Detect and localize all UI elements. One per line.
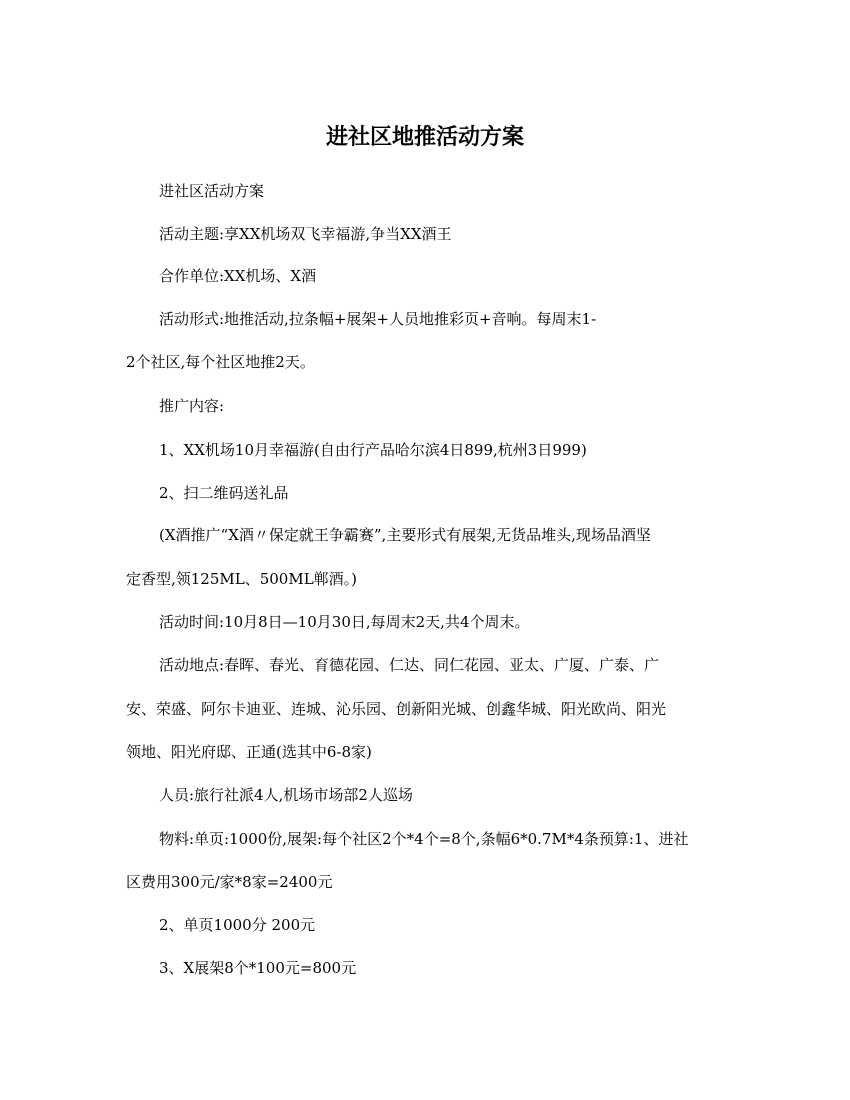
- paragraph-line: 定香型,领125ML、500ML郸酒。): [126, 570, 358, 588]
- paragraph-line: 合作单位:XX机场、X酒: [159, 267, 317, 285]
- paragraph-line: 区费用300元/家*8家=2400元: [126, 873, 333, 891]
- paragraph-line: 2、单页1000分 200元: [159, 916, 316, 934]
- paragraph-line: 1、XX机场10月幸福游(自由行产品哈尔滨4日899,杭州3日999): [159, 441, 587, 459]
- document-title: 进社区地推活动方案: [325, 124, 524, 150]
- paragraph-line: 进社区活动方案: [159, 182, 265, 200]
- paragraph-line: 活动形式:地推活动,拉条幅+展架+人员地推彩页+音响。每周末1-: [159, 310, 597, 328]
- paragraph-line: 物料:单页:1000份,展架:每个社区2个*4个=8个,条幅6*0.7M*4条预算:1、进社: [159, 830, 689, 848]
- paragraph-line: 安、荣盛、阿尔卡迪亚、连城、沁乐园、创新阳光城、创鑫华城、阳光欧尚、阳光: [126, 700, 667, 718]
- paragraph-line: 活动主题:享XX机场双飞幸福游,争当XX酒王: [159, 225, 452, 243]
- paragraph-line: 3、X展架8个*100元=800元: [159, 959, 357, 977]
- paragraph-line: 人员:旅行社派4人,机场市场部2人巡场: [159, 786, 413, 804]
- paragraph-line: 活动地点:春晖、春光、育德花园、仁达、同仁花园、亚太、广厦、广泰、广: [159, 656, 660, 674]
- paragraph-line: 2个社区,每个社区地推2天。: [126, 353, 315, 371]
- paragraph-line: 领地、阳光府邸、正通(选其中6-8家): [126, 743, 372, 761]
- paragraph-line: 活动时间:10月8日—10月30日,每周末2天,共4个周末。: [159, 613, 530, 631]
- paragraph-line: 推广内容:: [159, 397, 225, 415]
- paragraph-line: (X酒推广“X酒〃保定就王争霸赛”,主要形式有展架,无货品堆头,现场品酒坚: [159, 526, 651, 544]
- paragraph-line: 2、扫二维码送礼品: [159, 484, 289, 502]
